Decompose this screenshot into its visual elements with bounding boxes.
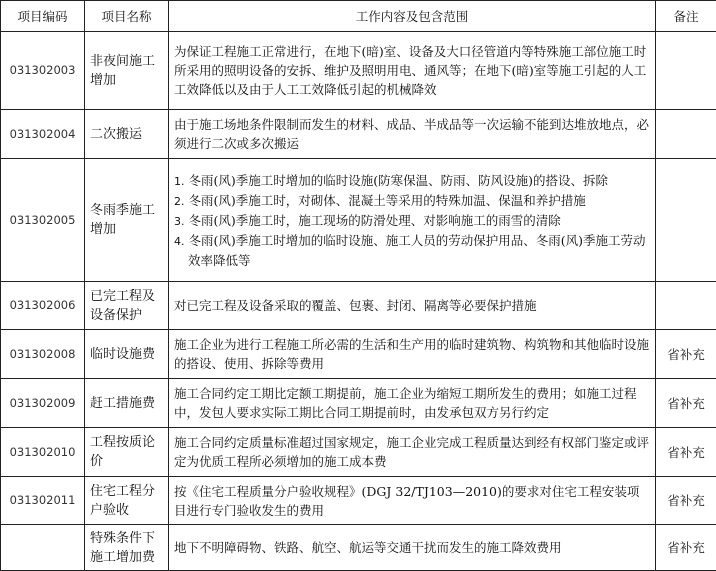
item-content-list bbox=[169, 159, 656, 282]
table-row bbox=[1, 525, 716, 571]
list-item bbox=[174, 231, 650, 270]
list-number: 2. bbox=[174, 195, 185, 208]
item-code: 031302011 bbox=[1, 477, 85, 525]
list-text: 冬雨(风)季施工时，施工现场的防滑处理、对影响施工的雨雪的清除 bbox=[188, 213, 560, 228]
item-name: 临时设施费 bbox=[85, 330, 169, 379]
item-name: 住宅工程分户验收 bbox=[85, 477, 169, 525]
list-item bbox=[174, 191, 650, 211]
item-name: 非夜间施工增加 bbox=[85, 32, 169, 110]
item-code bbox=[1, 525, 85, 571]
item-content: 地下不明障碍物、铁路、航空、航运等交通干扰而发生的施工降效费用 bbox=[169, 525, 656, 571]
list-item bbox=[174, 171, 650, 191]
item-code: 031302003 bbox=[1, 32, 85, 110]
header-note: 备注 bbox=[656, 1, 716, 32]
item-name: 已完工程及设备保护 bbox=[85, 282, 169, 330]
item-content: 按《住宅工程质量分户验收规程》(DGJ 32/TJ103—2010)的要求对住宅工程安装项目进行专门验收发生的费用 bbox=[169, 477, 656, 525]
item-code: 031302008 bbox=[1, 330, 85, 379]
table-row bbox=[1, 159, 716, 282]
table-row bbox=[1, 32, 716, 110]
header-code: 项目编码 bbox=[1, 1, 85, 32]
item-code: 031302009 bbox=[1, 379, 85, 428]
item-code: 031302005 bbox=[1, 159, 85, 282]
item-note: 省补充 bbox=[656, 477, 716, 525]
item-content: 为保证工程施工正常进行，在地下(暗)室、设备及大口径管道内等特殊施工部位施工时所采用的照明设备的安拆、维护及照明用电、通风等；在地下(暗)室等施工引起的人工工效降低以及由于人工工效降低引起的机械降效 bbox=[169, 32, 656, 110]
item-note bbox=[656, 159, 716, 282]
item-content: 由于施工场地条件限制而发生的材料、成品、半成品等一次运输不能到达堆放地点，必须进行二次或多次搬运 bbox=[169, 110, 656, 159]
item-content: 对已完工程及设备采取的覆盖、包裹、封闭、隔离等必要保护措施 bbox=[169, 282, 656, 330]
list-number: 1. bbox=[174, 175, 185, 188]
list-number: 4. bbox=[174, 235, 185, 248]
item-name: 特殊条件下施工增加费 bbox=[85, 525, 169, 571]
header-name: 项目名称 bbox=[85, 1, 169, 32]
table-row bbox=[1, 477, 716, 525]
table-row bbox=[1, 110, 716, 159]
table-row bbox=[1, 428, 716, 477]
item-code: 031302006 bbox=[1, 282, 85, 330]
item-note: 省补充 bbox=[656, 330, 716, 379]
table-row bbox=[1, 379, 716, 428]
item-code: 031302004 bbox=[1, 110, 85, 159]
item-content: 施工合同约定工期比定额工期提前，施工企业为缩短工期所发生的费用；如施工过程中，发包人要求实际工期比合同工期提前时，由发承包双方另行约定 bbox=[169, 379, 656, 428]
item-code: 031302010 bbox=[1, 428, 85, 477]
header-content: 工作内容及包含范围 bbox=[169, 1, 656, 32]
item-note bbox=[656, 282, 716, 330]
table-row bbox=[1, 282, 716, 330]
table-header-row bbox=[1, 1, 716, 32]
item-name: 二次搬运 bbox=[85, 110, 169, 159]
item-note: 省补充 bbox=[656, 379, 716, 428]
item-note bbox=[656, 110, 716, 159]
item-name: 冬雨季施工增加 bbox=[85, 159, 169, 282]
item-note bbox=[656, 32, 716, 110]
list-text: 冬雨(风)季施工时增加的临时设施(防寒保温、防雨、防风设施)的搭设、拆除 bbox=[188, 173, 608, 188]
item-note: 省补充 bbox=[656, 525, 716, 571]
item-content: 施工合同约定质量标准超过国家规定，施工企业完成工程质量达到经有权部门鉴定或评定为优质工程所必须增加的施工成本费 bbox=[169, 428, 656, 477]
list-text: 冬雨(风)季施工时，对砌体、混凝土等采用的特殊加温、保温和养护措施 bbox=[188, 193, 585, 208]
list-item bbox=[174, 211, 650, 231]
list-number: 3. bbox=[174, 215, 185, 228]
item-note: 省补充 bbox=[656, 428, 716, 477]
list-text: 冬雨(风)季施工时增加的临时设施、施工人员的劳动保护用品、冬雨(风)季施工劳动效率降低等 bbox=[188, 233, 646, 268]
item-name: 赶工措施费 bbox=[85, 379, 169, 428]
item-content: 施工企业为进行工程施工所必需的生活和生产用的临时建筑物、构筑物和其他临时设施的搭设、使用、拆除等费用 bbox=[169, 330, 656, 379]
item-name: 工程按质论价 bbox=[85, 428, 169, 477]
table-row bbox=[1, 330, 716, 379]
